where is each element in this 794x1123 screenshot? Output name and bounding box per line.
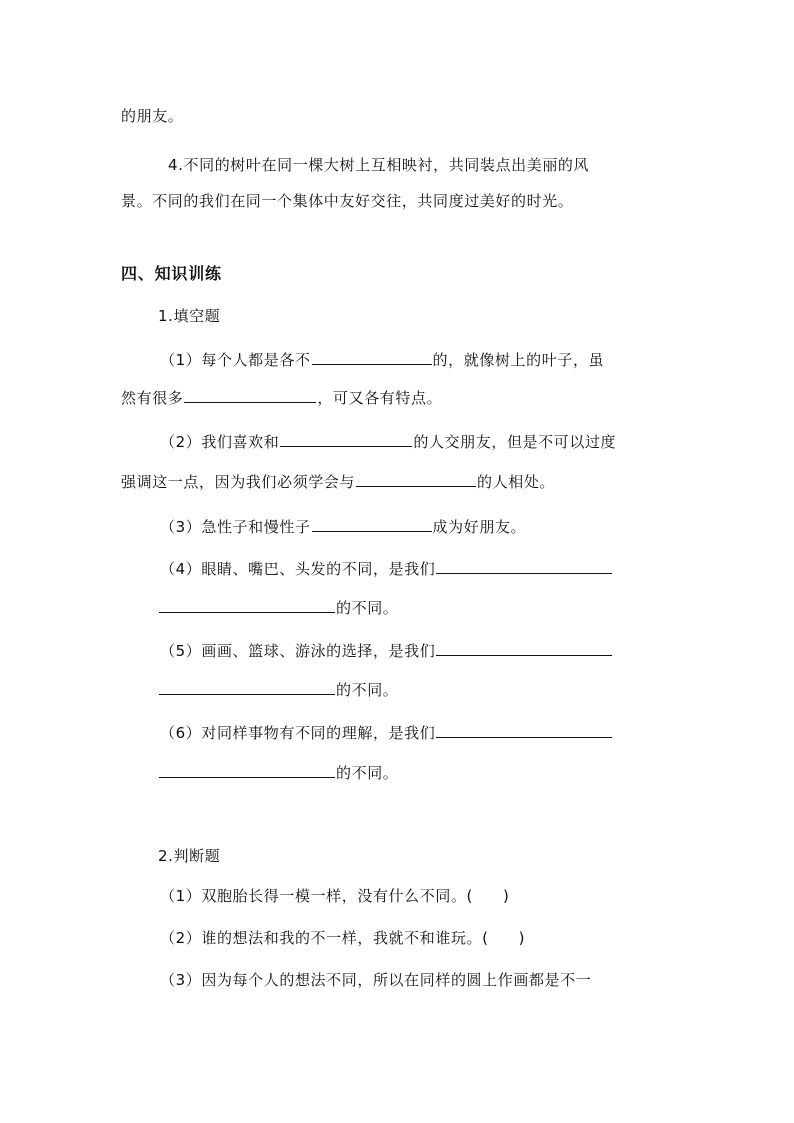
- fill-q4-text-a: （4）眼睛、嘴巴、头发的不同，是我们: [160, 560, 436, 578]
- judge-q3: （3）因为每个人的想法不同，所以在同样的圆上作画都是不一: [160, 971, 592, 989]
- section-title: 四、知识训练: [121, 264, 222, 283]
- fill-q2-blank-1[interactable]: [280, 430, 412, 447]
- fill-q6-blank-2[interactable]: [159, 761, 335, 778]
- fill-q2-blank-2[interactable]: [356, 470, 476, 487]
- fill-q4-blank-2[interactable]: [159, 596, 335, 613]
- judge-q1-close: ): [503, 887, 510, 905]
- judge-title: 2.判断题: [158, 847, 221, 865]
- fill-q5-text-b: 的不同。: [336, 681, 399, 699]
- fill-q5-blank-2[interactable]: [159, 678, 335, 695]
- fill-q2-line2: [121, 470, 555, 493]
- fill-q3-blank[interactable]: [312, 515, 432, 532]
- fill-q6-blank-1[interactable]: [436, 721, 612, 738]
- fill-q6-line1: [160, 721, 613, 744]
- fill-q3-text-b: 成为好朋友。: [432, 518, 527, 536]
- fill-q6-text-a: （6）对同样事物有不同的理解，是我们: [160, 724, 436, 742]
- fill-q1-text-d: ，可又各有特点。: [317, 389, 443, 407]
- fill-q2-text-b: 的人交朋友，但是不可以过度: [413, 433, 617, 451]
- fill-q1-text-c: 然有很多: [121, 389, 184, 407]
- item4-line2: 景。不同的我们在同一个集体中友好交往，共同度过美好的时光。: [121, 192, 574, 210]
- fill-q5-text-a: （5）画画、篮球、游泳的选择，是我们: [160, 642, 436, 660]
- fill-in-title: 1.填空题: [158, 307, 221, 325]
- fill-q4-text-b: 的不同。: [336, 599, 399, 617]
- fill-q1-line2: [121, 386, 442, 409]
- fill-q2-text-c: 强调这一点，因为我们必须学会与: [121, 473, 356, 491]
- item4-line1: 4.不同的树叶在同一棵大树上互相映衬，共同装点出美丽的风: [168, 156, 590, 174]
- fill-q4-blank-1[interactable]: [436, 557, 612, 574]
- fill-q1-blank-2[interactable]: [184, 386, 316, 403]
- fill-q2-text-d: 的人相处。: [477, 473, 556, 491]
- fill-q4-line2: [158, 596, 398, 619]
- fill-q6-line2: [158, 761, 398, 784]
- judge-q2: [160, 927, 525, 949]
- fill-q5-line2: [158, 678, 398, 701]
- fill-q2-line1: [160, 430, 616, 453]
- fill-q5-line1: [160, 639, 613, 662]
- fill-q6-text-b: 的不同。: [336, 764, 399, 782]
- judge-q1-text: （1）双胞胎长得一模一样，没有什么不同。(: [160, 887, 473, 905]
- fill-q4-line1: [160, 557, 613, 580]
- fill-q3: [160, 515, 526, 538]
- fill-q3-text-a: （3）急性子和慢性子: [160, 518, 311, 536]
- judge-q2-close: ): [518, 929, 526, 947]
- fill-q1-text-b: 的，就像树上的叶子，虽: [432, 351, 605, 369]
- fill-q1-blank-1[interactable]: [312, 348, 432, 365]
- judge-q1: [160, 885, 509, 907]
- fill-q2-text-a: （2）我们喜欢和: [160, 433, 280, 451]
- fill-q1-text-a: （1）每个人都是各不: [160, 351, 311, 369]
- intro-continuation: 的朋友。: [121, 107, 184, 125]
- fill-q5-blank-1[interactable]: [436, 639, 612, 656]
- fill-q1-line1: [160, 348, 604, 371]
- judge-q2-text: （2）谁的想法和我的不一样，我就不和谁玩。(: [160, 929, 489, 947]
